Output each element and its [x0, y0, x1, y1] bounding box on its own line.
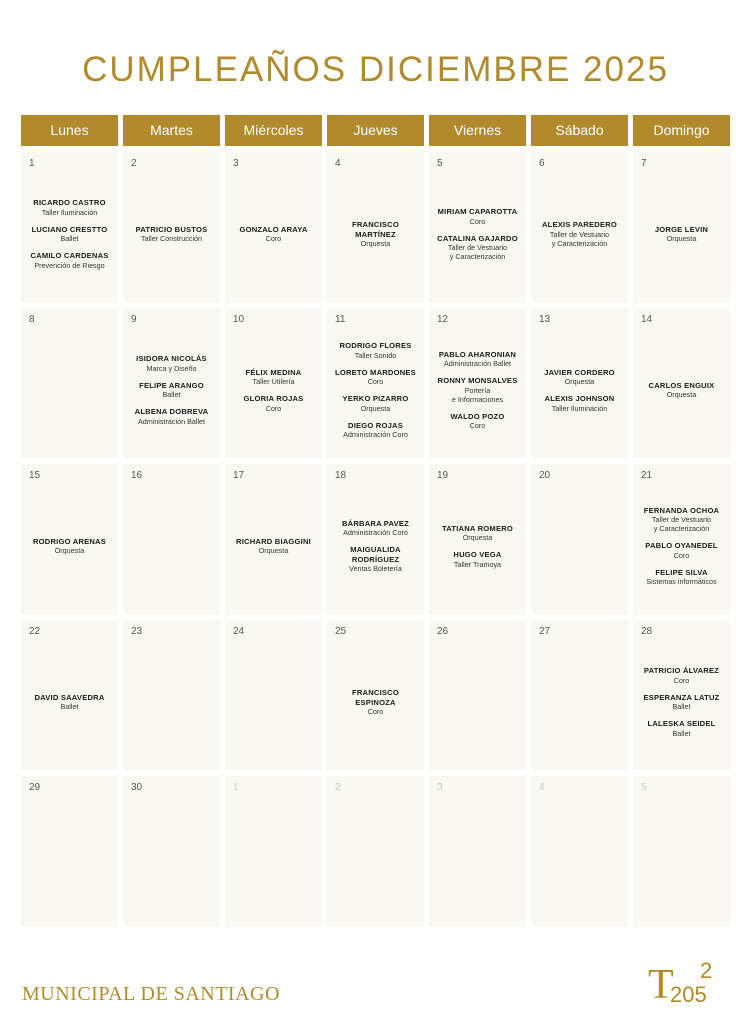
- day-number: 17: [233, 470, 245, 481]
- birthday-entry: [655, 225, 708, 244]
- day-cell: [531, 464, 628, 614]
- day-cell: [633, 776, 730, 926]
- birthday-entry: [439, 350, 516, 369]
- day-number: 29: [29, 782, 41, 793]
- birthday-entry: [437, 234, 518, 262]
- person-name: WALDO POZO: [450, 411, 505, 421]
- day-cell: [225, 464, 322, 614]
- person-name: ISIDORA NICOLÁS: [136, 354, 207, 364]
- person-department: Coro: [265, 234, 282, 244]
- birthday-entry: [644, 693, 720, 712]
- birthday-entry: [34, 693, 104, 712]
- day-number: 8: [29, 314, 35, 325]
- birthday-entry: [33, 537, 106, 556]
- day-number: 25: [335, 626, 347, 637]
- birthday-list: [21, 640, 118, 764]
- birthday-list: [531, 484, 628, 608]
- person-name: HUGO VEGA: [453, 550, 502, 559]
- birthday-entry: [33, 198, 105, 217]
- day-cell: [633, 308, 730, 458]
- day-cell: [429, 308, 526, 458]
- day-number: 7: [641, 158, 647, 169]
- person-name: PATRICIO ÁLVAREZ: [643, 666, 720, 676]
- birthday-list: [225, 640, 322, 764]
- birthday-entry: [342, 519, 409, 538]
- day-cell: [123, 152, 220, 302]
- birthday-list: [21, 484, 118, 608]
- birthday-list: [327, 484, 424, 608]
- person-department: Taller de Vestuario y Caracterización: [447, 243, 508, 261]
- day-cell: [225, 620, 322, 770]
- weekday-lunes: Lunes: [21, 115, 118, 146]
- person-name: RODRIGO ARENAS: [33, 536, 106, 546]
- day-number: 11: [335, 314, 346, 325]
- birthday-entry: [30, 251, 108, 270]
- birthday-list: [225, 796, 322, 920]
- person-name: RONNY MONSALVES: [437, 376, 518, 386]
- day-cell: [123, 308, 220, 458]
- day-cell: [633, 464, 730, 614]
- day-cell: [327, 620, 424, 770]
- person-name: PATRICIO BUSTOS: [135, 224, 208, 234]
- birthday-list: [21, 796, 118, 920]
- day-number: 2: [131, 158, 137, 169]
- birthday-entry: [340, 341, 412, 360]
- person-department: Portería e Informaciones: [451, 385, 504, 404]
- person-department: Coro: [469, 216, 486, 226]
- birthday-list: [123, 484, 220, 608]
- person-name: ESPERANZA LATUZ: [643, 692, 720, 702]
- day-cell: [429, 620, 526, 770]
- weekday-miércoles: Miércoles: [225, 115, 322, 146]
- day-number: 27: [539, 626, 551, 637]
- person-department: Administración Ballet: [137, 416, 206, 426]
- person-department: Taller Iluminación: [551, 403, 608, 413]
- person-name: DIEGO ROJAS: [348, 420, 403, 430]
- birthday-list: [531, 328, 628, 452]
- birthday-list: [327, 172, 424, 296]
- day-cell: [225, 776, 322, 926]
- day-cell: [327, 776, 424, 926]
- page-title: CUMPLEAÑOS DICIEMBRE 2025: [82, 50, 669, 89]
- person-department: Ballet: [60, 702, 79, 712]
- birthday-entry: [136, 354, 207, 373]
- person-name: RICARDO CASTRO: [33, 198, 106, 208]
- person-department: Coro: [367, 377, 384, 386]
- day-cell: [123, 464, 220, 614]
- person-name: YERKO PIZARRO: [342, 394, 409, 403]
- season-logo: [648, 958, 734, 1006]
- day-number: 5: [437, 158, 443, 169]
- person-name: LUCIANO CRESTTO: [31, 224, 108, 234]
- person-department: Taller Tramoya: [453, 559, 502, 569]
- person-name: LALESKA SEIDEL: [647, 719, 716, 729]
- person-name: FÉLIX MEDINA: [245, 367, 302, 377]
- day-cell: [429, 152, 526, 302]
- day-number: 23: [131, 626, 143, 637]
- person-name: CATALINA GAJARDO: [437, 233, 518, 243]
- birthday-list: [633, 484, 730, 608]
- calendar-grid: [21, 152, 730, 926]
- birthday-entry: [545, 394, 615, 413]
- birthday-list: [123, 796, 220, 920]
- day-number: 1: [233, 782, 239, 793]
- birthday-entry: [246, 368, 302, 387]
- person-name: CARLOS ENGUIX: [648, 380, 715, 390]
- birthday-list: [633, 796, 730, 920]
- person-department: Ballet: [162, 390, 181, 400]
- person-name: FERNANDA OCHOA: [643, 505, 720, 515]
- day-cell: [531, 308, 628, 458]
- person-name: CAMILO CARDENAS: [30, 251, 109, 261]
- day-number: 14: [641, 314, 653, 325]
- day-cell: [531, 620, 628, 770]
- day-number: 12: [437, 314, 449, 325]
- person-department: Orquesta: [360, 239, 391, 248]
- person-department: Orquesta: [462, 533, 493, 542]
- day-cell: [21, 776, 118, 926]
- birthday-entry: [644, 506, 720, 534]
- person-name: TATIANA ROMERO: [442, 523, 513, 533]
- birthday-list: [123, 172, 220, 296]
- birthday-list: [633, 640, 730, 764]
- birthday-list: [531, 640, 628, 764]
- birthday-entry: [349, 545, 402, 573]
- birthday-entry: [335, 368, 416, 387]
- person-department: Orquesta: [360, 403, 391, 413]
- birthday-list: [123, 328, 220, 452]
- day-cell: [429, 464, 526, 614]
- birthday-list: [429, 640, 526, 764]
- day-cell: [531, 152, 628, 302]
- day-cell: [21, 308, 118, 458]
- person-department: Taller Utilería: [252, 377, 295, 386]
- person-department: Marca y Diseño: [146, 363, 197, 373]
- day-number: 21: [641, 470, 653, 481]
- day-number: 26: [437, 626, 449, 637]
- birthday-list: [225, 328, 322, 452]
- weekday-header: [21, 115, 730, 146]
- person-department: Orquesta: [666, 234, 697, 244]
- day-cell: [123, 620, 220, 770]
- day-cell: [21, 464, 118, 614]
- day-cell: [633, 152, 730, 302]
- weekday-viernes: Viernes: [429, 115, 526, 146]
- person-department: Orquesta: [666, 390, 697, 400]
- birthday-list: [633, 328, 730, 452]
- birthday-entry: [438, 207, 518, 226]
- birthday-entry: [644, 666, 719, 685]
- person-department: Orquesta: [564, 377, 595, 386]
- day-cell: [327, 152, 424, 302]
- day-number: 4: [335, 158, 341, 169]
- person-department: Coro: [673, 550, 690, 560]
- person-name: ALEXIS JOHNSON: [544, 394, 615, 403]
- birthday-entry: [542, 220, 617, 248]
- day-number: 5: [641, 782, 647, 793]
- birthday-list: [531, 796, 628, 920]
- person-department: Taller de Vestuario y Caracterización: [549, 229, 610, 248]
- person-department: Administración Ballet: [443, 359, 512, 369]
- person-department: Administración Coro: [343, 430, 408, 439]
- birthday-list: [429, 328, 526, 452]
- birthday-entry: [352, 688, 399, 716]
- day-cell: [327, 308, 424, 458]
- day-cell: [327, 464, 424, 614]
- person-department: Ballet: [672, 728, 691, 738]
- person-department: Coro: [673, 675, 690, 685]
- birthday-list: [225, 484, 322, 608]
- day-number: 3: [437, 782, 443, 793]
- birthday-entry: [453, 550, 501, 569]
- day-number: 18: [335, 470, 347, 481]
- day-number: 30: [131, 782, 143, 793]
- birthday-list: [429, 172, 526, 296]
- day-number: 16: [131, 470, 143, 481]
- day-number: 1: [29, 158, 35, 169]
- person-name: PABLO OYANEDEL: [645, 541, 718, 551]
- birthday-entry: [544, 368, 615, 387]
- person-name: ALBENA DOBREVA: [134, 407, 209, 417]
- day-cell: [21, 152, 118, 302]
- person-name: JAVIER CORDERO: [544, 367, 615, 377]
- birthday-entry: [343, 421, 408, 440]
- birthday-list: [327, 328, 424, 452]
- person-name: MAIGUALIDA RODRÍGUEZ: [350, 545, 401, 564]
- person-department: Prevención de Riesgo: [34, 260, 105, 270]
- birthday-entry: [139, 381, 204, 400]
- person-name: FELIPE ARANGO: [139, 380, 204, 390]
- person-name: RODRIGO FLORES: [339, 341, 412, 350]
- birthday-entry: [135, 407, 209, 426]
- day-number: 9: [131, 314, 137, 325]
- birthday-entry: [442, 524, 513, 543]
- person-name: BÁRBARA PAVEZ: [341, 518, 409, 528]
- day-number: 4: [539, 782, 545, 793]
- person-department: Taller Construcción: [140, 234, 203, 244]
- person-name: DAVID SAAVEDRA: [34, 692, 105, 702]
- birthday-list: [429, 796, 526, 920]
- person-name: PABLO AHARONIAN: [438, 349, 517, 359]
- birthday-entry: [648, 719, 716, 738]
- day-number: 19: [437, 470, 449, 481]
- person-name: LORETO MARDONES: [335, 367, 416, 377]
- person-department: Orquesta: [54, 546, 85, 556]
- birthday-entry: [343, 394, 409, 413]
- birthday-entry: [32, 225, 108, 244]
- birthday-entry: [438, 376, 518, 404]
- weekday-domingo: Domingo: [633, 115, 730, 146]
- birthday-list: [633, 172, 730, 296]
- birthday-entry: [136, 225, 208, 244]
- day-cell: [429, 776, 526, 926]
- logo-top-digit: 2: [700, 958, 713, 983]
- person-name: ALEXIS PAREDERO: [541, 220, 617, 230]
- birthday-entry: [240, 225, 308, 244]
- birthday-list: [327, 640, 424, 764]
- person-department: Orquesta: [258, 546, 289, 556]
- birthday-entry: [645, 541, 717, 560]
- weekday-jueves: Jueves: [327, 115, 424, 146]
- person-department: Ballet: [672, 702, 691, 712]
- person-name: FELIPE SILVA: [655, 567, 708, 577]
- logo-bottom-digits: 205: [670, 982, 707, 1006]
- day-number: 20: [539, 470, 551, 481]
- day-cell: [225, 152, 322, 302]
- weekday-sábado: Sábado: [531, 115, 628, 146]
- person-name: FRANCISCO MARTÍNEZ: [352, 220, 399, 239]
- brand-logo-text: MUNICIPAL DE SANTIAGO: [22, 983, 280, 1005]
- day-number: 6: [539, 158, 545, 169]
- day-number: 22: [29, 626, 41, 637]
- birthday-entry: [352, 220, 399, 248]
- person-name: JORGE LEVIN: [654, 224, 709, 234]
- person-name: GLORIA ROJAS: [243, 394, 304, 403]
- day-number: 24: [233, 626, 245, 637]
- day-number: 13: [539, 314, 551, 325]
- birthday-list: [123, 640, 220, 764]
- person-department: Sistemas informáticos: [646, 577, 717, 587]
- logo-letter: T: [648, 962, 674, 1006]
- person-department: Administración Coro: [343, 528, 408, 538]
- person-name: RICHARD BIAGGINI: [236, 536, 311, 546]
- birthday-list: [531, 172, 628, 296]
- person-department: Coro: [469, 421, 486, 431]
- birthday-list: [21, 328, 118, 452]
- birthday-list: [225, 172, 322, 296]
- birthday-entry: [649, 381, 715, 400]
- birthday-list: [429, 484, 526, 608]
- day-cell: [123, 776, 220, 926]
- person-department: Taller de Vestuario y Caracterización: [651, 515, 712, 534]
- person-department: Coro: [265, 403, 282, 413]
- day-cell: [21, 620, 118, 770]
- day-cell: [633, 620, 730, 770]
- person-name: MIRIAM CAPAROTTA: [437, 207, 518, 216]
- person-name: GONZALO ARAYA: [239, 224, 308, 234]
- person-department: Taller Sonido: [354, 350, 397, 360]
- person-department: Ventas Boletería: [349, 564, 402, 574]
- birthday-entry: [236, 537, 311, 556]
- weekday-martes: Martes: [123, 115, 220, 146]
- person-name: FRANCISCO ESPINOZA: [352, 688, 399, 707]
- person-department: Coro: [367, 707, 384, 716]
- day-number: 28: [641, 626, 653, 637]
- person-department: Ballet: [60, 234, 79, 244]
- day-number: 2: [335, 782, 341, 793]
- day-number: 10: [233, 314, 245, 325]
- birthday-entry: [451, 412, 505, 431]
- day-number: 15: [29, 470, 41, 481]
- birthday-list: [327, 796, 424, 920]
- day-number: 3: [233, 158, 239, 169]
- person-department: Taller Iluminación: [41, 207, 98, 217]
- day-cell: [225, 308, 322, 458]
- birthday-entry: [646, 568, 716, 587]
- birthday-entry: [244, 394, 304, 413]
- birthday-list: [21, 172, 118, 296]
- day-cell: [531, 776, 628, 926]
